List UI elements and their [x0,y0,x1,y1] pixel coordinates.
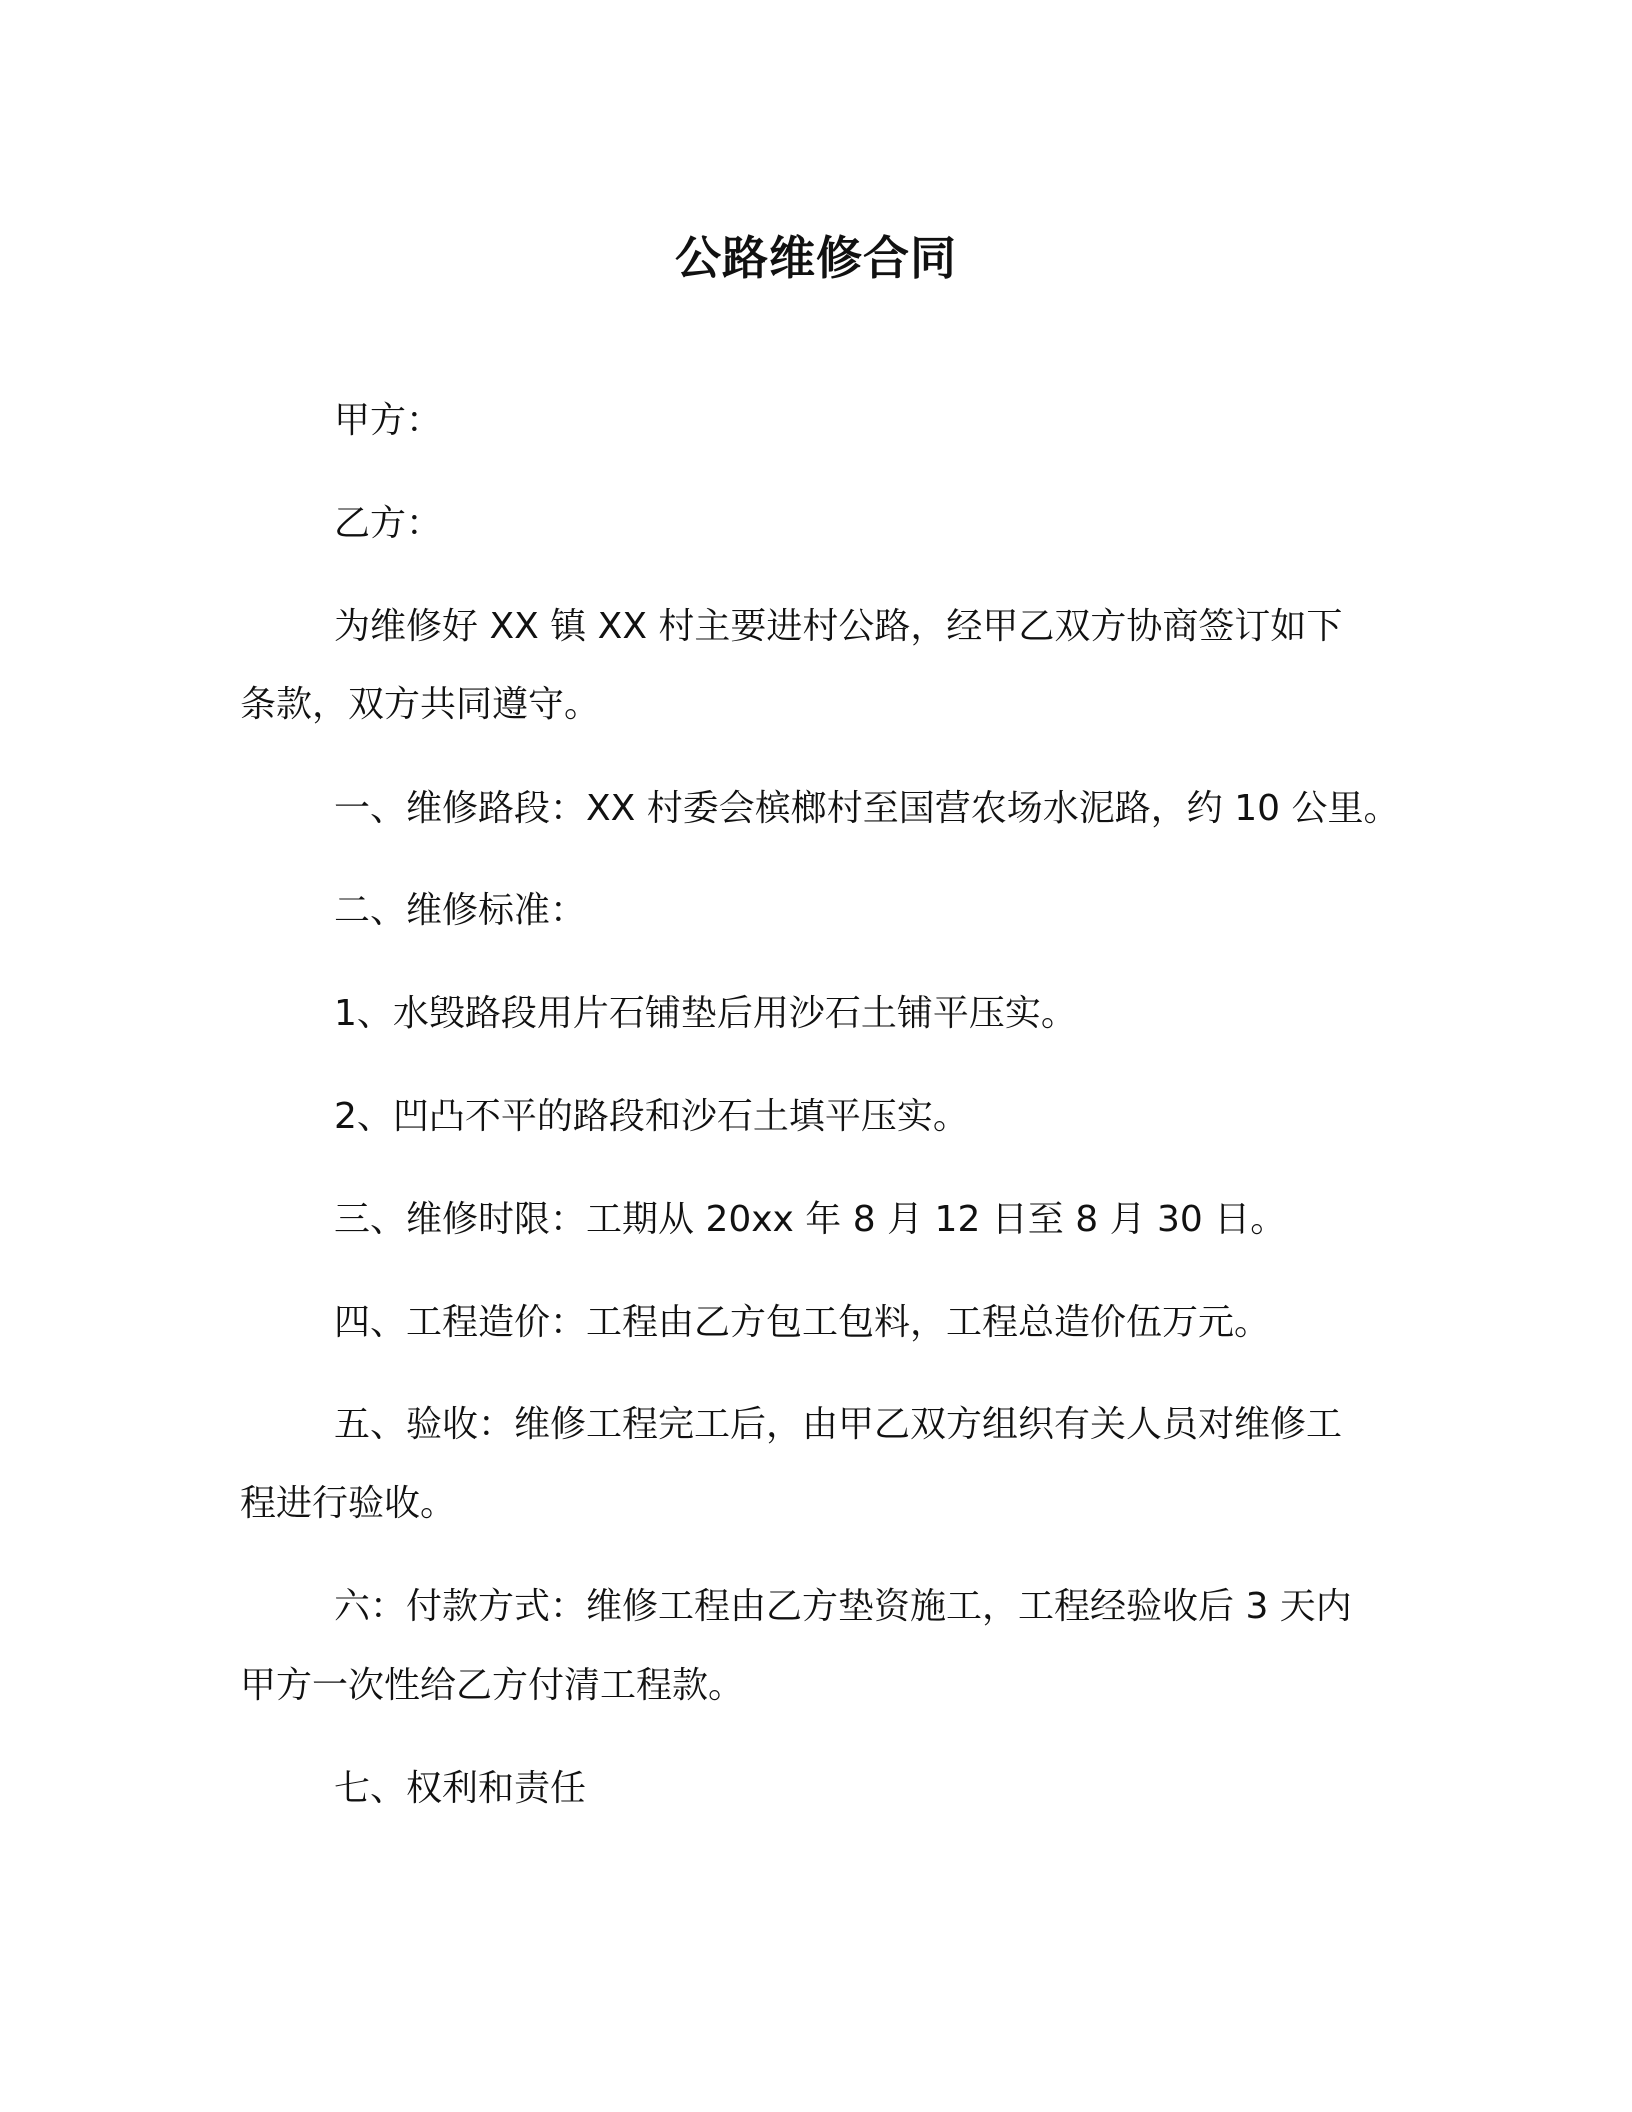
clause-6-line-1: 六：付款方式：维修工程由乙方垫资施工，工程经验收后 3 天内 [334,1586,1352,1627]
party-b-line: 乙方： [334,503,443,544]
clause-2-item-1: 1、水毁路段用片石铺垫后用沙石土铺平压实。 [334,993,1077,1034]
clause-5-line-1: 五、验收：维修工程完工后，由甲乙双方组织有关人员对维修工 [334,1404,1343,1445]
clause-1-line: 一、维修路段：XX 村委会槟榔村至国营农场水泥路，约 10 公里。 [334,788,1400,829]
clause-2-heading: 二、维修标准： [334,890,587,931]
party-a-line: 甲方： [334,400,443,441]
clause-4-line: 四、工程造价：工程由乙方包工包料，工程总造价伍万元。 [334,1302,1271,1343]
clause-3-line: 三、维修时限：工期从 20xx 年 8 月 12 日至 8 月 30 日。 [334,1199,1287,1240]
clause-6-line-2: 甲方一次性给乙方付清工程款。 [240,1665,745,1706]
clause-7-heading: 七、权利和责任 [334,1768,587,1809]
preamble-line-1: 为维修好 XX 镇 XX 村主要进村公路，经甲乙双方协商签订如下 [334,606,1343,647]
document-title: 公路维修合同 [675,231,957,285]
clause-5-line-2: 程进行验收。 [240,1483,457,1524]
preamble-line-2: 条款，双方共同遵守。 [240,684,601,725]
clause-2-item-2: 2、凹凸不平的路段和沙石土填平压实。 [334,1096,969,1137]
